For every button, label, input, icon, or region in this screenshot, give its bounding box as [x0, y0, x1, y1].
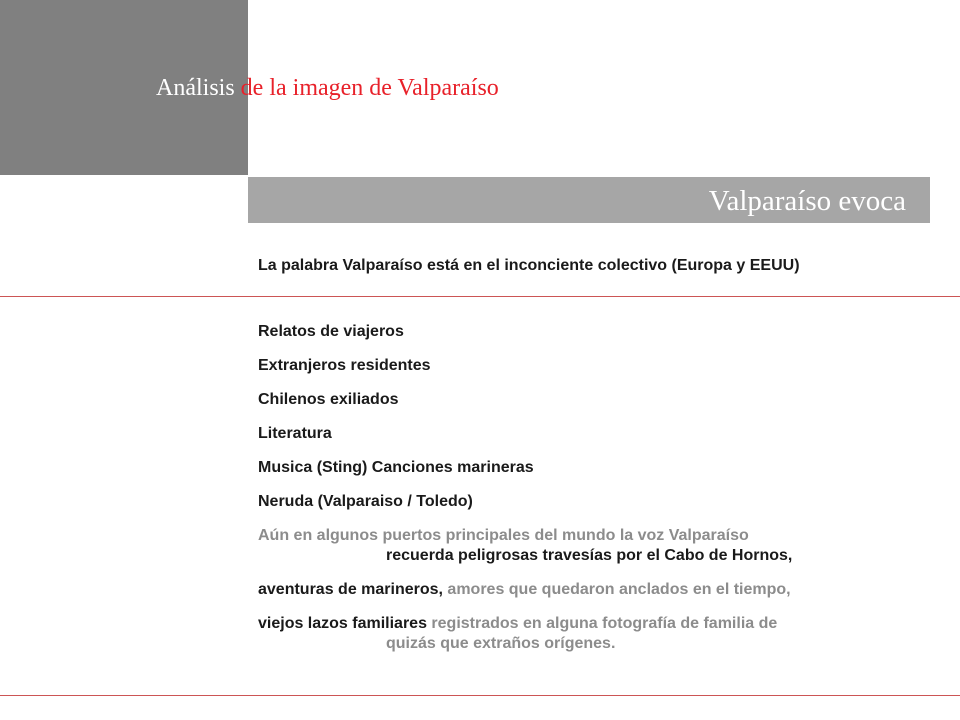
list-item-relatos: Relatos de viajeros	[258, 323, 404, 340]
paragraph-lazos-dark: viejos lazos familiares	[258, 615, 427, 632]
paragraph-lazos-gray: registrados en alguna fotografía de familia de	[426, 615, 778, 632]
paragraph-lazos	[258, 614, 777, 654]
intro-text: La palabra Valparaíso está en el inconciente colectivo (Europa y EEUU)	[258, 257, 800, 274]
divider-top	[0, 296, 960, 297]
divider-bottom	[0, 695, 960, 696]
list-item-extranjeros: Extranjeros residentes	[258, 357, 431, 374]
subtitle-band	[248, 177, 930, 223]
paragraph-lazos-cont: quizás que extraños orígenes.	[386, 635, 616, 652]
paragraph-puertos-gray: Aún en algunos puertos principales del mundo la voz Valparaíso	[258, 527, 749, 544]
slide-title	[156, 71, 499, 105]
list-item-literatura: Literatura	[258, 425, 332, 442]
list-item-musica: Musica (Sting) Canciones marineras	[258, 459, 534, 476]
list-item-neruda: Neruda (Valparaiso / Toledo)	[258, 493, 473, 510]
paragraph-puertos-cont: recuerda peligrosas travesías por el Cabo de Hornos,	[386, 547, 793, 564]
title-part-white: Análisis	[156, 75, 235, 101]
title-part-red: de la imagen de Valparaíso	[234, 75, 499, 101]
subtitle-text: Valparaíso evoca	[708, 185, 906, 217]
paragraph-aventuras	[258, 580, 791, 600]
paragraph-aventuras-gray: amores que quedaron anclados en el tiempo,	[442, 581, 791, 598]
paragraph-puertos	[258, 526, 792, 566]
paragraph-aventuras-dark: aventuras de marineros,	[258, 581, 443, 598]
list-item-chilenos: Chilenos exiliados	[258, 391, 399, 408]
